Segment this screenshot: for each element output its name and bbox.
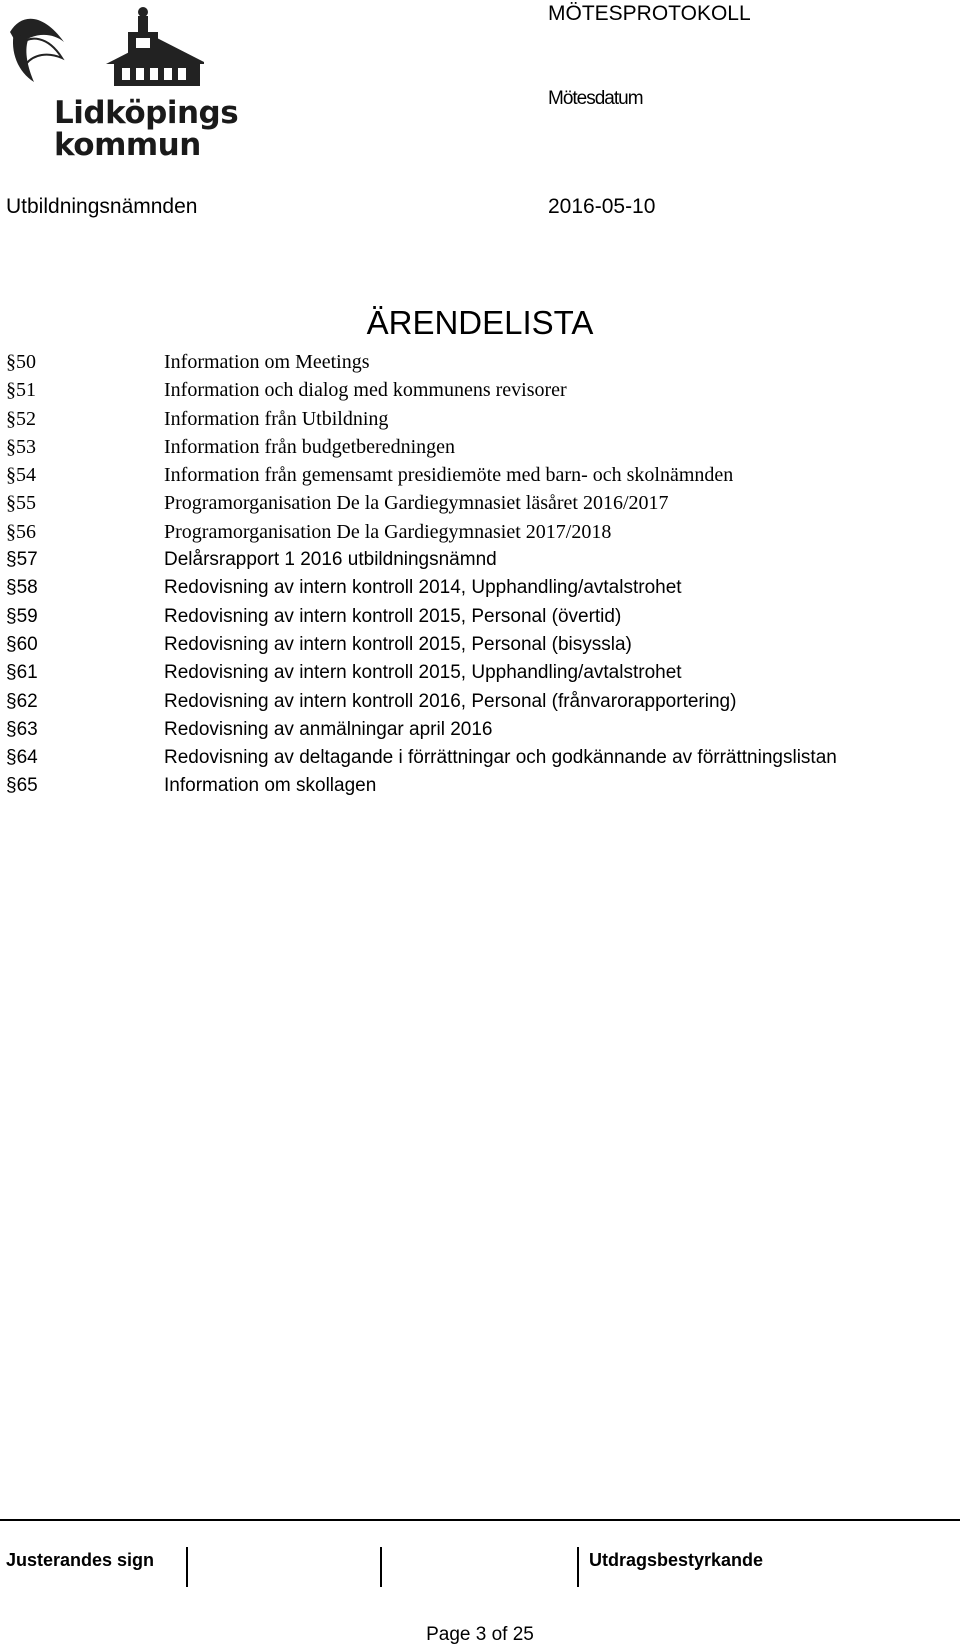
agenda-item [6, 433, 946, 461]
agenda-item-number: §65 [6, 775, 38, 797]
agenda-item-title: Delårsrapport 1 2016 utbildningsnämnd [164, 549, 497, 571]
agenda-item [6, 376, 946, 404]
agenda-item-number: §64 [6, 747, 38, 769]
agenda-item [6, 659, 946, 687]
logo-line-2: kommun [54, 127, 201, 163]
agenda-item-number: §63 [6, 718, 38, 740]
agenda-item-number: §54 [6, 464, 36, 487]
agenda-item-number: §62 [6, 690, 38, 712]
agenda-item [6, 603, 946, 631]
agenda-item-title: Programorganisation De la Gardiegymnasiet 2017/2018 [164, 520, 612, 543]
footer-divider [0, 1519, 960, 1521]
agenda-item-number: §55 [6, 492, 36, 515]
agenda-title: ÄRENDELISTA [366, 304, 594, 341]
agenda-item-number: §53 [6, 435, 36, 458]
agenda-item [6, 405, 946, 433]
agenda-item [6, 489, 946, 517]
agenda-item-title: Information från budgetberedningen [164, 435, 456, 458]
agenda-item [6, 546, 946, 574]
agenda-item-title: Redovisning av anmälningar april 2016 [164, 718, 493, 740]
page-number: Page 3 of 25 [426, 1624, 534, 1645]
agenda-item-title: Redovisning av intern kontroll 2014, Upphandling/avtalstrohet [164, 577, 682, 599]
agenda-item-number: §52 [6, 407, 36, 430]
signature-box-divider [577, 1547, 579, 1587]
meeting-date-label: Mötesdatum [548, 88, 643, 109]
agenda-item-title: Information från Utbildning [164, 407, 389, 430]
agenda-item-title: Information och dialog med kommunens revisorer [164, 379, 567, 402]
agenda-item [6, 348, 946, 376]
agenda-item-title: Redovisning av intern kontroll 2015, Personal (övertid) [164, 605, 622, 627]
agenda-item [6, 461, 946, 489]
agenda-item-title: Information om Meetings [164, 351, 370, 373]
agenda-item [6, 688, 946, 716]
agenda-item-number: §57 [6, 549, 38, 571]
logo-line-1: Lidköpings [54, 95, 239, 131]
agenda-item-number: §51 [6, 379, 36, 402]
agenda-item-title: Redovisning av intern kontroll 2016, Personal (frånvarorapportering) [164, 690, 737, 712]
document-type: MÖTESPROTOKOLL [548, 2, 751, 25]
agenda-item-title: Information om skollagen [164, 775, 377, 797]
agenda-item-number: §56 [6, 520, 36, 543]
certification-label: Utdragsbestyrkande [589, 1550, 764, 1570]
agenda-item-number: §60 [6, 633, 38, 655]
agenda-item-title: Information från gemensamt presidiemöte med barn- och skolnämnden [164, 464, 734, 487]
municipality-logo [4, 2, 239, 163]
agenda-item-title: Redovisning av deltagande i förrättningar och godkännande av förrättningslistan [164, 747, 837, 769]
agenda-item-title: Programorganisation De la Gardiegymnasiet läsåret 2016/2017 [164, 492, 669, 515]
agenda-item [6, 518, 946, 546]
agenda-item-title: Redovisning av intern kontroll 2015, Personal (bisyssla) [164, 633, 632, 655]
agenda-item [6, 574, 946, 602]
signature-box-divider [380, 1547, 382, 1587]
agenda-item-number: §50 [6, 351, 36, 373]
town-hall-emblem-icon [4, 2, 204, 102]
agenda-item [6, 631, 946, 659]
committee-name: Utbildningsnämnden [6, 195, 198, 218]
signature-box-divider [186, 1547, 188, 1587]
agenda-item-number: §58 [6, 577, 38, 599]
meeting-date: 2016-05-10 [548, 195, 656, 218]
agenda-item-number: §61 [6, 662, 38, 684]
agenda-list [6, 348, 946, 801]
agenda-item-number: §59 [6, 605, 38, 627]
signatures-label: Justerandes sign [6, 1550, 155, 1570]
agenda-item-title: Redovisning av intern kontroll 2015, Upphandling/avtalstrohet [164, 662, 682, 684]
agenda-item [6, 744, 946, 772]
agenda-item [6, 716, 946, 744]
agenda-item [6, 772, 946, 800]
